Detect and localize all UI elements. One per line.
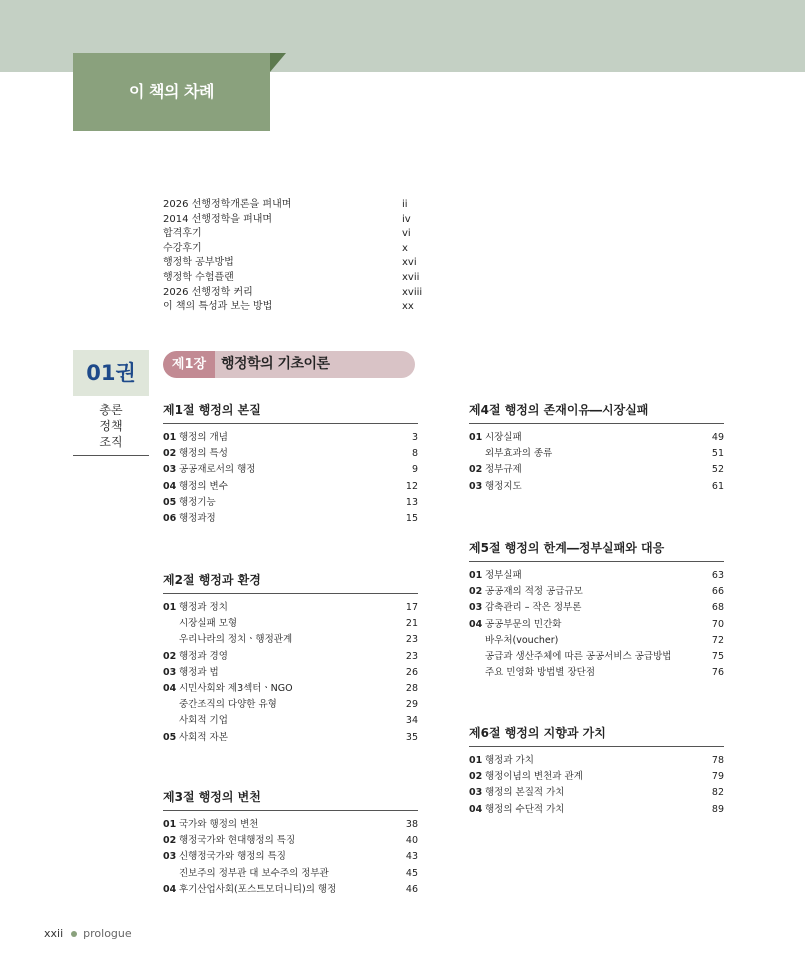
entry-label: 행정과 경영 xyxy=(179,650,228,662)
entry-page: 70 xyxy=(711,618,724,630)
prelim-row[interactable] xyxy=(163,300,423,315)
entry-page: 13 xyxy=(405,496,418,508)
toc-entry[interactable] xyxy=(469,802,724,818)
toc-entry[interactable] xyxy=(163,446,418,462)
prelim-label: 2014 선행정학을 펴내며 xyxy=(163,213,273,225)
toc-entry[interactable] xyxy=(163,462,418,478)
toc-entry[interactable] xyxy=(163,866,418,882)
prelim-page: xviii xyxy=(402,286,423,298)
toc-entry[interactable] xyxy=(469,462,724,478)
toc-entry[interactable] xyxy=(163,681,418,697)
entry-page: 72 xyxy=(711,634,724,646)
entry-label: 시장실패 xyxy=(485,432,522,443)
prelim-label: 행정학 수험플랜 xyxy=(163,271,234,283)
bullet-dot-icon xyxy=(71,931,77,937)
prelim-label: 2026 선행정학개론을 펴내며 xyxy=(163,199,292,210)
entry-page: 89 xyxy=(711,803,724,815)
toc-entry[interactable] xyxy=(469,753,724,769)
toc-entry[interactable] xyxy=(163,882,418,898)
section-title: 제2절 행정과 환경 xyxy=(163,571,418,594)
entry-number: 01 xyxy=(163,432,177,443)
entry-label: 공급과 생산주체에 따른 공공서비스 공급방법 xyxy=(485,650,672,662)
entry-label: 행정의 본질적 가치 xyxy=(485,787,565,799)
volume-subject: 총론 xyxy=(99,403,123,417)
volume-label: 01권 xyxy=(73,350,149,396)
toc-entry[interactable] xyxy=(469,649,724,665)
prelim-row[interactable] xyxy=(163,256,423,271)
entry-page: 17 xyxy=(405,602,418,613)
section-2 xyxy=(163,571,418,746)
entry-number: 04 xyxy=(163,883,177,895)
page-title: 이 책의 차례 xyxy=(129,82,214,101)
prelim-row[interactable] xyxy=(163,242,423,257)
toc-entry[interactable] xyxy=(469,769,724,785)
title-tab xyxy=(73,53,270,131)
entry-page: 75 xyxy=(711,650,724,662)
entry-page: 34 xyxy=(405,715,418,727)
entry-number: 02 xyxy=(163,448,177,460)
entry-number: 01 xyxy=(469,755,483,766)
entry-page: 15 xyxy=(405,512,418,524)
entry-page: 9 xyxy=(411,464,418,476)
entry-label: 신행정국가와 행정의 특징 xyxy=(179,851,286,863)
toc-entry[interactable] xyxy=(469,479,724,495)
toc-entry[interactable] xyxy=(469,568,724,584)
entry-number: 04 xyxy=(163,480,177,492)
entry-page: 35 xyxy=(405,731,418,743)
prelims-list xyxy=(163,198,423,315)
prelim-label: 행정학 공부방법 xyxy=(163,257,234,269)
prelim-label: 2026 선행정학 커리 xyxy=(163,286,253,298)
entry-number: 02 xyxy=(469,586,483,598)
toc-entry[interactable] xyxy=(163,495,418,511)
toc-entry[interactable] xyxy=(163,632,418,648)
section-6 xyxy=(469,724,724,818)
section-5 xyxy=(469,539,724,681)
volume-subject: 정책 xyxy=(99,419,123,433)
entry-number: 02 xyxy=(469,464,483,476)
footer-label: prologue xyxy=(83,927,132,940)
entry-number: 01 xyxy=(163,819,177,830)
entry-label: 공공부문의 민간화 xyxy=(485,618,562,630)
toc-entry[interactable] xyxy=(469,584,724,600)
volume-subject: 조직 xyxy=(99,435,123,449)
entry-label: 행정과 가치 xyxy=(485,755,534,766)
entry-page: 51 xyxy=(711,448,724,460)
entry-page: 78 xyxy=(711,755,724,766)
volume-subjects xyxy=(73,402,149,450)
entry-page: 49 xyxy=(711,432,724,443)
toc-entry[interactable] xyxy=(163,817,418,833)
toc-entry[interactable] xyxy=(163,649,418,665)
entry-number: 03 xyxy=(163,464,177,476)
section-3 xyxy=(163,788,418,898)
prelim-row[interactable] xyxy=(163,213,423,228)
entry-label: 정부규제 xyxy=(485,464,522,476)
entry-page: 12 xyxy=(405,480,418,492)
entry-page: 28 xyxy=(405,682,418,694)
entry-label: 주요 민영화 방법별 장단점 xyxy=(485,667,596,679)
entry-number: 03 xyxy=(469,787,483,799)
entry-label: 사회적 자본 xyxy=(179,731,228,743)
entry-number: 01 xyxy=(469,432,483,443)
section-title: 제6절 행정의 지향과 가치 xyxy=(469,724,724,747)
entry-number: 02 xyxy=(469,771,483,783)
entry-number: 03 xyxy=(163,666,177,678)
entry-number: 05 xyxy=(163,731,177,743)
entry-number: 06 xyxy=(163,512,177,524)
toc-entry[interactable] xyxy=(163,511,418,527)
chapter-number: 제1장 xyxy=(163,351,215,378)
toc-entry[interactable] xyxy=(469,446,724,462)
chapter-heading xyxy=(163,351,415,378)
entry-number: 04 xyxy=(469,803,483,815)
entry-label: 공공재로서의 행정 xyxy=(179,464,256,476)
entry-page: 46 xyxy=(405,883,418,895)
entry-number: 04 xyxy=(469,618,483,630)
prelim-row[interactable] xyxy=(163,227,423,242)
toc-entry[interactable] xyxy=(469,430,724,446)
entry-page: 8 xyxy=(411,448,418,460)
toc-entry[interactable] xyxy=(469,785,724,801)
entry-page: 40 xyxy=(405,835,418,847)
toc-entry[interactable] xyxy=(163,600,418,616)
entry-label: 행정의 변수 xyxy=(179,480,228,492)
entry-number: 04 xyxy=(163,682,177,694)
entry-label: 행정과정 xyxy=(179,512,216,524)
toc-entry[interactable] xyxy=(469,617,724,633)
entry-page: 29 xyxy=(405,699,418,711)
toc-entry[interactable] xyxy=(469,665,724,681)
prelim-page: xvii xyxy=(402,271,420,283)
prelim-label: 이 책의 특성과 보는 방법 xyxy=(163,301,273,313)
entry-label: 행정국가와 현대행정의 특징 xyxy=(179,835,296,847)
entry-label: 진보주의 정부관 대 보수주의 정부관 xyxy=(179,867,329,879)
prelim-label: 수강후기 xyxy=(163,242,202,254)
prelim-page: xvi xyxy=(402,257,417,269)
prelim-row[interactable] xyxy=(163,271,423,286)
toc-entry[interactable] xyxy=(163,713,418,729)
entry-label: 중간조직의 다양한 유형 xyxy=(179,699,277,711)
entry-label: 외부효과의 종류 xyxy=(485,448,553,460)
prelim-page: ii xyxy=(402,199,408,210)
toc-entry[interactable] xyxy=(163,730,418,746)
section-4 xyxy=(469,401,724,495)
entry-page: 66 xyxy=(711,586,724,598)
entry-label: 행정기능 xyxy=(179,496,216,508)
toc-entry[interactable] xyxy=(163,479,418,495)
toc-entry[interactable] xyxy=(469,633,724,649)
toc-entry[interactable] xyxy=(163,430,418,446)
prelim-page: iv xyxy=(402,213,411,225)
entry-number: 01 xyxy=(469,570,483,581)
entry-page: 38 xyxy=(405,819,418,830)
toc-entry[interactable] xyxy=(163,833,418,849)
section-title: 제4절 행정의 존재이유―시장실패 xyxy=(469,401,724,424)
entry-label: 정부실패 xyxy=(485,570,522,581)
entry-page: 79 xyxy=(711,771,724,783)
entry-number: 01 xyxy=(163,602,177,613)
toc-entry[interactable] xyxy=(163,665,418,681)
prelim-row[interactable] xyxy=(163,286,423,301)
section-1 xyxy=(163,401,418,527)
entry-page: 23 xyxy=(405,634,418,646)
prelim-page: x xyxy=(402,242,408,254)
section-title: 제3절 행정의 변천 xyxy=(163,788,418,811)
entry-label: 사회적 기업 xyxy=(179,715,228,727)
prelim-row[interactable] xyxy=(163,198,423,213)
toc-entry[interactable] xyxy=(163,849,418,865)
entry-label: 행정과 법 xyxy=(179,666,219,678)
entry-number: 03 xyxy=(469,480,483,492)
entry-number: 02 xyxy=(163,835,177,847)
section-title: 제1절 행정의 본질 xyxy=(163,401,418,424)
chapter-title: 행정학의 기초이론 xyxy=(221,356,330,372)
entry-label: 행정이념의 변천과 관계 xyxy=(485,771,583,783)
entry-label: 감축관리 – 작은 정부론 xyxy=(485,602,582,614)
entry-page: 21 xyxy=(405,618,418,630)
entry-label: 시장실패 모형 xyxy=(179,618,238,630)
entry-label: 행정지도 xyxy=(485,480,522,492)
title-tab-fold xyxy=(270,53,286,72)
entry-number: 03 xyxy=(163,851,177,863)
entry-label: 행정의 수단적 가치 xyxy=(485,803,565,815)
toc-entry[interactable] xyxy=(469,600,724,616)
entry-page: 68 xyxy=(711,602,724,614)
entry-label: 공공재의 적정 공급규모 xyxy=(485,586,583,598)
entry-label: 우리나라의 정치ㆍ행정관계 xyxy=(179,634,293,646)
entry-label: 행정의 개념 xyxy=(179,432,228,443)
entry-page: 61 xyxy=(711,480,724,492)
toc-entry[interactable] xyxy=(163,697,418,713)
entry-page: 82 xyxy=(711,787,724,799)
entry-page: 3 xyxy=(411,432,418,443)
entry-number: 05 xyxy=(163,496,177,508)
volume-divider xyxy=(73,455,149,456)
entry-label: 행정의 특성 xyxy=(179,448,228,460)
prelim-page: vi xyxy=(402,228,411,240)
entry-label: 행정과 정치 xyxy=(179,602,228,613)
section-title: 제5절 행정의 한계―정부실패와 대응 xyxy=(469,539,724,562)
page-number: xxii xyxy=(44,927,64,940)
toc-entry[interactable] xyxy=(163,616,418,632)
prelim-page: xx xyxy=(402,301,414,313)
entry-page: 76 xyxy=(711,667,724,679)
entry-number: 03 xyxy=(469,602,483,614)
entry-label: 시민사회와 제3섹터ㆍNGO xyxy=(179,682,293,694)
entry-page: 43 xyxy=(405,851,418,863)
entry-number: 02 xyxy=(163,650,177,662)
page-footer xyxy=(44,927,132,940)
prelim-label: 합격후기 xyxy=(163,228,202,240)
entry-label: 후기산업사회(포스트모더니티)의 행정 xyxy=(179,883,337,895)
entry-label: 바우처(voucher) xyxy=(485,634,559,646)
entry-page: 52 xyxy=(711,464,724,476)
entry-page: 23 xyxy=(405,650,418,662)
entry-page: 63 xyxy=(711,570,724,581)
entry-page: 45 xyxy=(405,867,418,879)
entry-page: 26 xyxy=(405,666,418,678)
entry-label: 국가와 행정의 변천 xyxy=(179,819,259,830)
